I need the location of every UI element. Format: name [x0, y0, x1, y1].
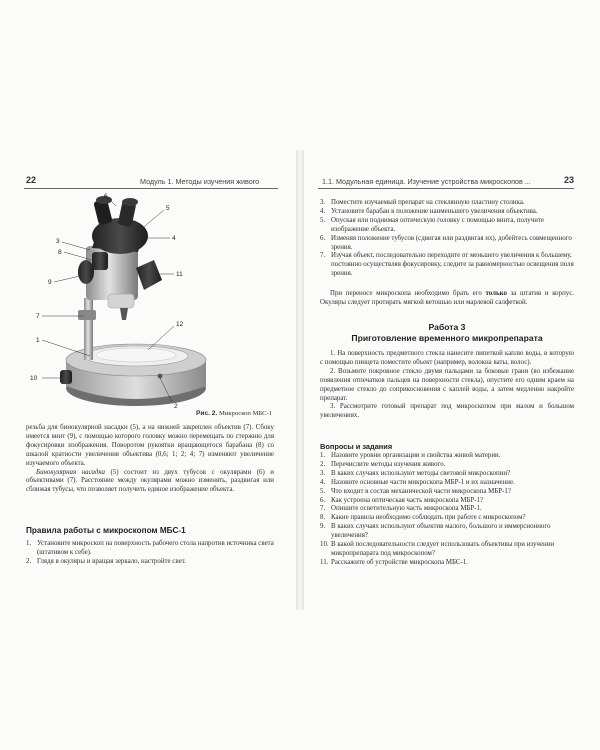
list-item-number: 4.	[320, 478, 326, 486]
callout-10: 10	[30, 375, 38, 382]
list-item-number: 6.	[320, 234, 326, 242]
list-item-text: Перечислите методы изучения живого.	[331, 460, 446, 468]
list-item	[320, 541, 574, 559]
work-step: 1. На поверхность предметного стекла нанесите пипеткой каплю воды, в которую с помощью пинцета поместите объект (например, волокна ваты, волос).	[320, 350, 574, 366]
questions-heading: Вопросы и задания	[320, 442, 393, 451]
rules-list	[26, 540, 274, 567]
list-item	[320, 208, 574, 217]
list-item-text: Установите микроскоп на поверхность рабочего стола напротив источника света (штативом к себе).	[37, 540, 274, 556]
callout-2: 2	[174, 403, 178, 410]
callout-5: 5	[166, 205, 170, 212]
right-running-head: 1.1. Модульная единица. Изучение устройства микроскопов ...	[322, 177, 531, 186]
list-item-text: Изменяя положение тубусов (сдвигая или раздвигая их), добейтесь совмещенного зрения.	[331, 234, 572, 251]
list-item-text: Опуская или поднимая оптическую головку с помощью винта, получите изображение объекта.	[331, 216, 544, 233]
carry-paragraph	[320, 290, 574, 308]
list-item	[320, 479, 574, 488]
list-item-number: 3.	[320, 469, 326, 477]
right-page-number: 23	[564, 175, 575, 185]
list-item-number: 10.	[320, 541, 329, 549]
list-item-text: В каких случаях используют методы световой микроскопии?	[331, 469, 511, 477]
list-item-number: 7.	[320, 252, 326, 260]
callout-6: 6	[104, 193, 108, 200]
list-item	[26, 558, 274, 567]
list-item	[320, 559, 574, 568]
figure-caption-text: Микроскоп МБС-1	[218, 410, 273, 417]
list-item-number: 5.	[320, 216, 326, 224]
work-step: 3. Рассмотрите готовый препарат под микроскопом при малом и большом увеличениях.	[320, 403, 574, 420]
list-item	[320, 523, 574, 541]
left-body-text	[26, 424, 274, 495]
carry-pre: При переносе микроскопа необходимо брать его	[330, 290, 486, 297]
callout-7: 7	[36, 313, 40, 320]
list-item-number: 1.	[26, 540, 32, 547]
list-item-text: Глядя в окуляры и вращая зеркало, настройте свет.	[37, 557, 186, 565]
figure-caption-label: Рис. 2.	[196, 410, 218, 417]
list-item-number: 4.	[320, 207, 326, 215]
work-step: 2. Возьмите покровное стекло двумя пальцами за боковые грани (во избежание появления отпечатков пальцев на поверхности стекла), опустите его одним краем на предметное стекло до соприкосновения с каплей воды, а затем медленно накройте препарат.	[320, 367, 574, 402]
body-paragraph: резьба для бинокулярной насадки (5), а на нижней закреплен объектив (7). Сбоку имеется винт (9), с помощью которого головку можно перемещать по стержню для фокусировки изображения. Поворотом рукоятки вращающегося барабана (8) со шкалой кратности увеличения объектива (0,6; 1; 2; 4; 7) изменяют увеличение изучаемого объекта.	[26, 424, 274, 467]
callout-3: 3	[56, 238, 60, 245]
list-item	[320, 461, 574, 470]
list-item-number: 11.	[320, 558, 329, 566]
list-item-text: Установите барабан в положение наименьшего увеличения объектива.	[331, 207, 538, 215]
list-item	[320, 452, 574, 461]
list-item-text: Назовите уровни организации и свойства живой материи.	[331, 452, 501, 459]
list-item	[320, 199, 574, 208]
callout-1: 1	[36, 337, 40, 344]
callout-4: 4	[172, 235, 176, 242]
list-item-text: В какой последовательности следует использовать объективы при изучении микропрепарата под микроскопом?	[331, 541, 555, 557]
work-steps	[320, 350, 574, 421]
steps-list	[320, 199, 574, 279]
list-item-number: 5.	[320, 487, 326, 495]
list-item-text: Опишите осветительную часть микроскопа МБР-1.	[331, 505, 482, 513]
work-subtitle: Приготовление временного микропрепарата	[351, 333, 543, 343]
list-item	[320, 488, 574, 497]
list-item-text: Как устроена оптическая часть микроскопа МБР-1?	[331, 496, 484, 504]
list-item-number: 9.	[320, 523, 326, 531]
binocular-rest: (5) состоит из двух тубусов с окулярами (6) и объективами (7). Расстояние между окулярами можно изменять, раздвигая или сближая тубусы, что позволяет получить единое изображение объекта.	[26, 468, 274, 494]
list-item	[320, 217, 574, 235]
list-item	[320, 505, 574, 514]
callout-12: 12	[176, 321, 184, 328]
questions-list	[320, 452, 574, 568]
callout-8: 8	[58, 249, 62, 256]
list-item	[320, 470, 574, 479]
callout-9: 9	[48, 279, 52, 286]
binocular-term: Бинокулярная насадка	[36, 468, 105, 476]
list-item-text: В каких случаях используют объектив малого, большого и иммерсионного увеличения?	[331, 523, 551, 540]
list-item	[320, 497, 574, 506]
list-item-text: Поместите изучаемый препарат на стеклянную пластину столика.	[331, 199, 525, 206]
list-item-number: 6.	[320, 496, 326, 504]
list-item-number: 2.	[320, 460, 326, 468]
list-item-text: Расскажите об устройстве микроскопа МБС-1.	[331, 558, 468, 566]
list-item-text: Какие правила необходимо соблюдать при работе с микроскопом?	[331, 514, 526, 522]
list-item-number: 2.	[26, 557, 32, 565]
left-running-head: Модуль 1. Методы изучения живого	[140, 177, 260, 186]
microscope-drawing	[60, 196, 206, 406]
list-item	[320, 252, 574, 279]
list-item-number: 7.	[320, 505, 326, 513]
carry-bold: только	[485, 290, 507, 297]
list-item	[320, 514, 574, 523]
carry-post: за штатив и корпус. Окуляры следует протирать мягкой ветошью или марлевой салфеткой.	[320, 290, 574, 306]
list-item	[26, 540, 274, 558]
list-item-number: 1.	[320, 452, 326, 459]
list-item-text: Назовите основные части микроскопа МБР-1 и их назначение.	[331, 478, 515, 486]
list-item-text: Изучая объект, последовательно переходите от меньшего увеличения к большему, постоянно осуществляя фокусировку, следите за равномерностью освещения поля зрения.	[331, 252, 574, 278]
right-header-rule	[318, 188, 574, 189]
list-item	[320, 235, 574, 253]
work-title: Работа 3	[428, 322, 466, 332]
section-heading: Правила работы с микроскопом МБС-1	[26, 526, 186, 535]
left-header-rule	[24, 188, 278, 189]
carry-note	[320, 290, 574, 308]
binocular-paragraph	[26, 469, 274, 496]
list-item-number: 8.	[320, 514, 326, 522]
list-item-number: 3.	[320, 199, 326, 206]
callout-11: 11	[176, 271, 183, 278]
left-page-number: 22	[26, 175, 37, 185]
microscope-figure	[24, 190, 268, 422]
list-item-text: Что входит в состав механической части микроскопа МБР-1?	[331, 487, 511, 495]
figure-caption	[196, 410, 272, 417]
book-gutter	[296, 150, 304, 610]
